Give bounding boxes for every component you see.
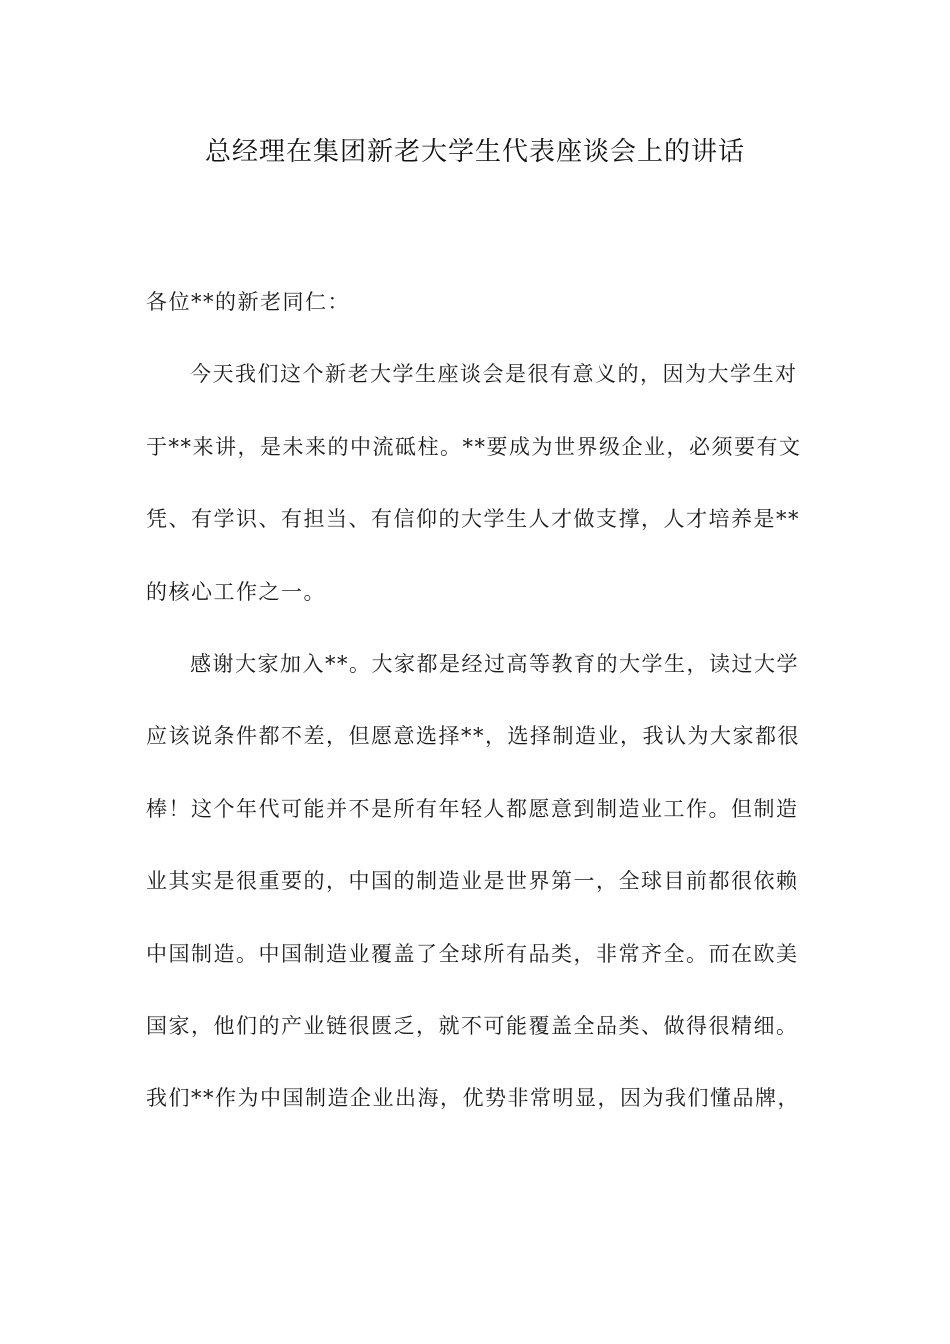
paragraph-line: 国家，他们的产业链很匮乏，就不可能覆盖全品类、做得很精细。 bbox=[146, 1013, 799, 1038]
paragraph-line: 凭、有学识、有担当、有信仰的大学生人才做支撑，人才培养是** bbox=[146, 507, 800, 532]
paragraph-line: 应该说条件都不差，但愿意选择**，选择制造业，我认为大家都很 bbox=[146, 724, 800, 749]
paragraph-line: 的核心工作之一。 bbox=[146, 579, 326, 604]
paragraph-2 bbox=[146, 640, 806, 1147]
paragraph-line: 业其实是很重要的，中国的制造业是世界第一，全球目前都很依赖 bbox=[146, 869, 799, 894]
document-body bbox=[146, 278, 806, 1147]
paragraph-line: 今天我们这个新老大学生座谈会是很有意义的，因为大学生对 bbox=[190, 362, 798, 387]
paragraph-line: 于**来讲，是未来的中流砥柱。**要成为世界级企业，必须要有文 bbox=[146, 434, 802, 459]
paragraph-line: 我们**作为中国制造企业出海，优势非常明显，因为我们懂品牌， bbox=[146, 1086, 800, 1111]
paragraph-1 bbox=[146, 350, 806, 640]
paragraph-line: 棒！这个年代可能并不是所有年轻人都愿意到制造业工作。但制造 bbox=[146, 796, 799, 821]
salutation: 各位**的新老同仁： bbox=[146, 290, 350, 314]
paragraph-line: 中国制造。中国制造业覆盖了全球所有品类，非常齐全。而在欧美 bbox=[146, 941, 799, 966]
document-title: 总经理在集团新老大学生代表座谈会上的讲话 bbox=[204, 137, 745, 167]
paragraph-line: 感谢大家加入**。大家都是经过高等教育的大学生，读过大学 bbox=[190, 651, 799, 676]
